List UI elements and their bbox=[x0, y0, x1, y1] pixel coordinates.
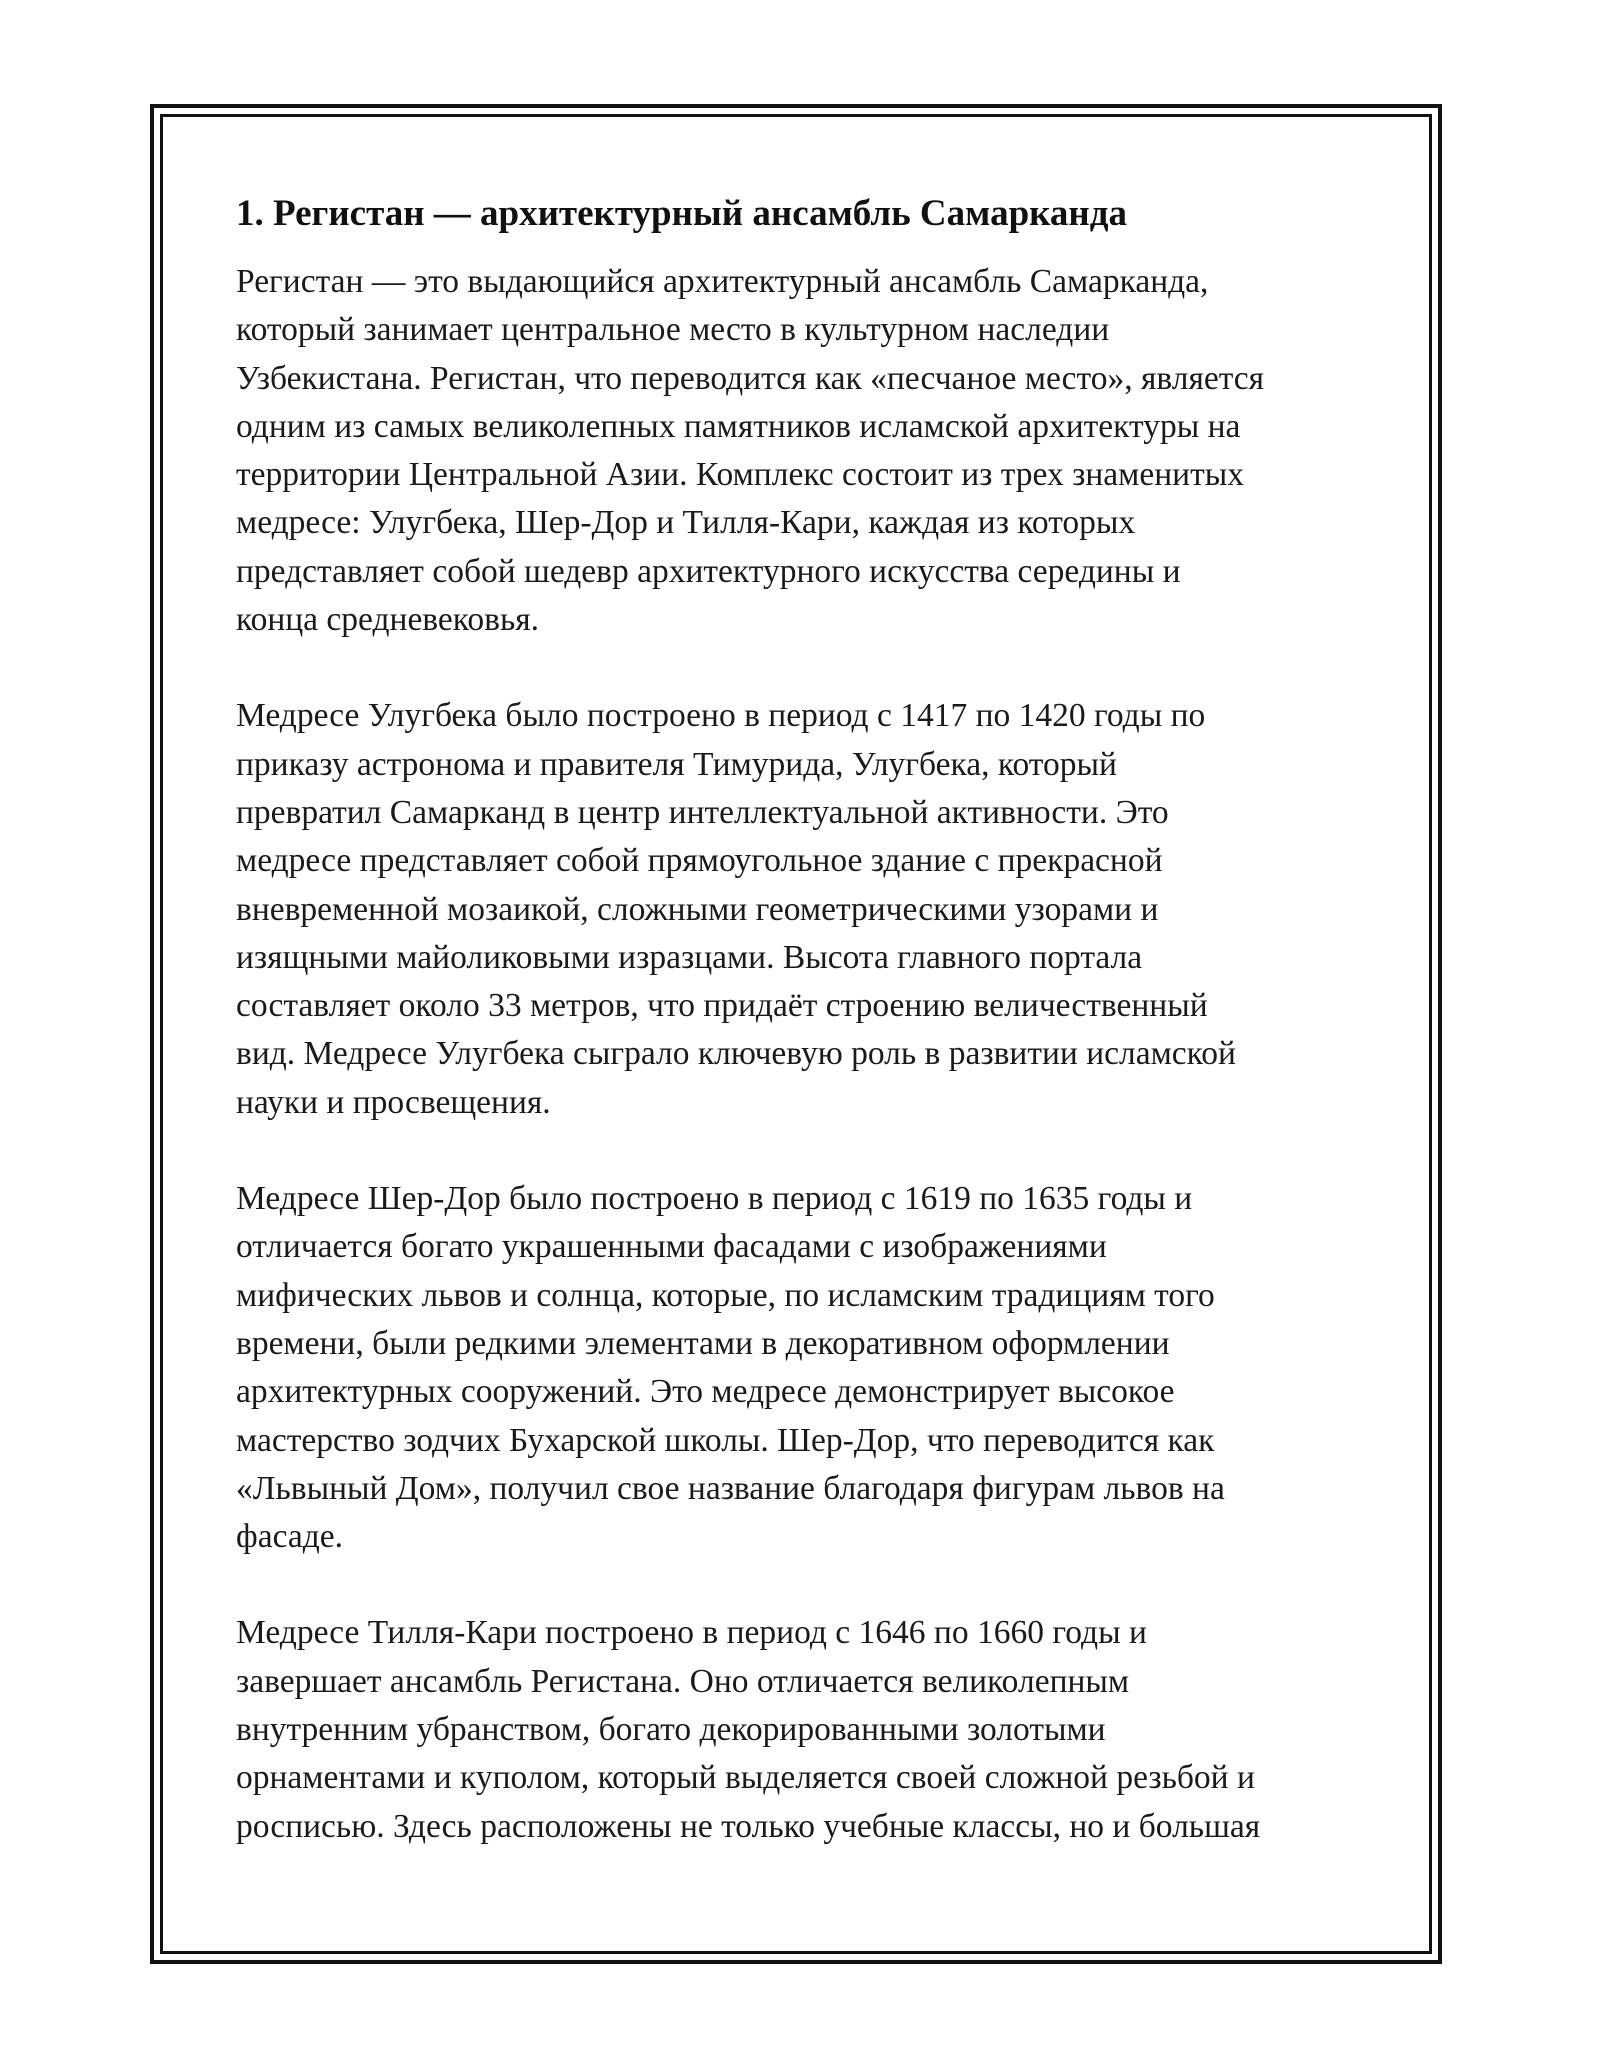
text-line: который занимает центральное место в культурном наследии bbox=[236, 311, 1110, 349]
text-line: превратил Самарканд в центр интеллектуальной активности. Это bbox=[236, 793, 1169, 831]
text-line: Узбекистана. Регистан, что переводится как «песчаное место», является bbox=[236, 359, 1265, 397]
text-line: Медресе Улугбека было построено в период с 1417 по 1420 годы по bbox=[236, 697, 1206, 735]
text-line: составляет около 33 метров, что придаёт строению величественный bbox=[236, 987, 1208, 1025]
text-line: «Львыный Дом», получил свое название благодаря фигурам львов на bbox=[236, 1469, 1225, 1507]
text-line: отличается богато украшенными фасадами с изображениями bbox=[236, 1228, 1107, 1266]
text-line: науки и просвещения. bbox=[236, 1083, 551, 1121]
text-line: территории Центральной Азии. Комплекс состоит из трех знаменитых bbox=[236, 456, 1244, 494]
text-line: изящными майоликовыми изразцами. Высота главного портала bbox=[236, 938, 1143, 976]
text-line: Регистан — это выдающийся архитектурный ансамбль Самарканда, bbox=[236, 263, 1209, 300]
text-line: внутренним убранством, богато декорированными золотыми bbox=[236, 1711, 1106, 1749]
text-line: вневременной мозаикой, сложными геометрическими узорами и bbox=[236, 890, 1159, 928]
text-line: архитектурных сооружений. Это медресе демонстрирует высокое bbox=[236, 1373, 1175, 1411]
document-body bbox=[236, 184, 1376, 1899]
text-line: Медресе Шер-Дор было построено в период с 1619 по 1635 годы и bbox=[236, 1180, 1193, 1218]
paragraph-tilla-kari-madrasah bbox=[236, 1609, 1376, 1850]
text-line: одним из самых великолепных памятников исламской архитектуры на bbox=[236, 407, 1241, 445]
text-line: Медресе Тилля-Кари построено в период с 1646 по 1660 годы и bbox=[236, 1614, 1147, 1652]
text-line: приказу астронома и правителя Тимурида, Улугбека, который bbox=[236, 745, 1117, 783]
text-line: фасаде. bbox=[236, 1518, 344, 1556]
text-line: росписью. Здесь расположены не только учебные классы, но и большая bbox=[236, 1807, 1261, 1845]
text-line: медресе представляет собой прямоугольное здание с прекрасной bbox=[236, 842, 1163, 880]
text-line: завершает ансамбль Регистана. Оно отличается великолепным bbox=[236, 1662, 1130, 1700]
text-line: вид. Медресе Улугбека сыграло ключевую роль в развитии исламской bbox=[236, 1035, 1236, 1073]
text-line: орнаментами и куполом, который выделяется своей сложной резьбой и bbox=[236, 1759, 1255, 1797]
paragraph-registan-intro bbox=[236, 258, 1376, 644]
text-line: мастерство зодчих Бухарской школы. Шер-Дор, что переводится как bbox=[236, 1421, 1215, 1459]
text-line: конца средневековья. bbox=[236, 601, 540, 639]
text-line: мифических львов и солнца, которые, по исламским традициям того bbox=[236, 1276, 1215, 1314]
text-line: медресе: Улугбека, Шер-Дор и Тилля-Кари, каждая из которых bbox=[236, 504, 1136, 542]
section-heading: 1. Регистан — архитектурный ансамбль Самарканда bbox=[236, 193, 1127, 234]
text-line: представляет собой шедевр архитектурного искусства середины и bbox=[236, 552, 1181, 590]
paragraph-ulugbek-madrasah bbox=[236, 692, 1376, 1127]
text-line: времени, были редкими элементами в декоративном оформлении bbox=[236, 1324, 1170, 1362]
paragraph-sher-dor-madrasah bbox=[236, 1175, 1376, 1561]
